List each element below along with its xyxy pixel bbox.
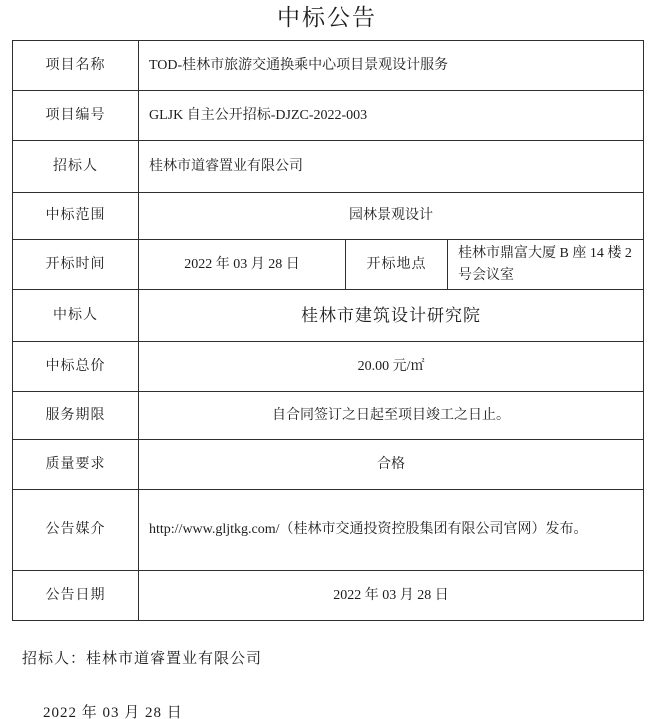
table-row-total-price bbox=[13, 342, 644, 392]
footer-date-line: 2022 年 03 月 28 日 bbox=[43, 705, 183, 719]
table-row-announcement-date bbox=[13, 571, 644, 621]
value-bid-opening-time: 2022 年 03 月 28 日 bbox=[139, 239, 346, 289]
label-announcement-media: 公告媒介 bbox=[13, 490, 139, 571]
footer-bidder-line: 招标人：桂林市道睿置业有限公司 bbox=[22, 651, 263, 668]
table-row-project-name bbox=[13, 40, 644, 90]
label-winner: 中标人 bbox=[13, 290, 139, 342]
label-quality-requirement: 质量要求 bbox=[13, 440, 139, 490]
value-project-name: TOD-桂林市旅游交通换乘中心项目景观设计服务 bbox=[139, 40, 644, 90]
value-announcement-date: 2022 年 03 月 28 日 bbox=[139, 571, 644, 621]
label-bid-opening-place: 开标地点 bbox=[346, 239, 448, 289]
table-row-announcement-media bbox=[13, 490, 644, 571]
table-row-award-scope bbox=[13, 192, 644, 239]
table-row-quality-requirement bbox=[13, 440, 644, 490]
label-award-scope: 中标范围 bbox=[13, 192, 139, 239]
announcement-table bbox=[12, 40, 644, 621]
table-row-service-period bbox=[13, 392, 644, 440]
table-row-project-number bbox=[13, 90, 644, 140]
value-tenderer: 桂林市道睿置业有限公司 bbox=[139, 140, 644, 192]
value-quality-requirement: 合格 bbox=[139, 440, 644, 490]
value-bid-opening-place: 桂林市鼎富大厦 B 座 14 楼 2 号会议室 bbox=[448, 239, 644, 289]
value-service-period: 自合同签订之日起至项目竣工之日止。 bbox=[139, 392, 644, 440]
table-row-winner bbox=[13, 290, 644, 342]
page-title: 中标公告 bbox=[277, 5, 377, 30]
label-project-number: 项目编号 bbox=[13, 90, 139, 140]
table-row-tenderer bbox=[13, 140, 644, 192]
label-service-period: 服务期限 bbox=[13, 392, 139, 440]
label-announcement-date: 公告日期 bbox=[13, 571, 139, 621]
label-project-name: 项目名称 bbox=[13, 40, 139, 90]
value-award-scope: 园林景观设计 bbox=[139, 192, 644, 239]
value-total-price: 20.00 元/㎡ bbox=[139, 342, 644, 392]
value-announcement-media: http://www.gljtkg.com/（桂林市交通投资控股集团有限公司官网）发布。 bbox=[139, 490, 644, 571]
label-tenderer: 招标人 bbox=[13, 140, 139, 192]
value-project-number: GLJK 自主公开招标-DJZC-2022-003 bbox=[139, 90, 644, 140]
label-total-price: 中标总价 bbox=[13, 342, 139, 392]
table-row-bid-opening bbox=[13, 239, 644, 289]
value-winner: 桂林市建筑设计研究院 bbox=[139, 290, 644, 342]
label-bid-opening-time: 开标时间 bbox=[13, 239, 139, 289]
